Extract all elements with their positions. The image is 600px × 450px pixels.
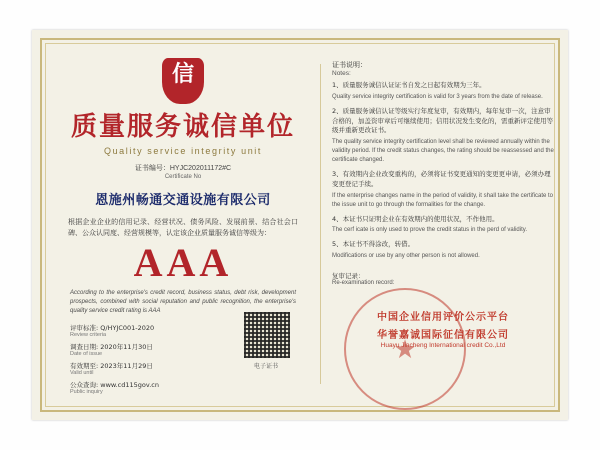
star-icon: ★ <box>393 334 417 364</box>
meta-review-criteria-cn: 评审标准: Q/HYJC001-2020 <box>70 324 155 333</box>
meta-public-inquiry-cn: 公众查询: www.cd115gov.cn <box>70 381 159 390</box>
certificate-number-value: HYJC202011172#C <box>169 165 232 172</box>
meta-issue-date-cn: 调查日期: 2020年11月30日 <box>70 343 153 352</box>
note-item-en: The cerf icate is only used to prove the credit status in the perd of validity. <box>332 227 527 234</box>
company-name: 恩施州畅通交通设施有限公司 <box>95 193 271 208</box>
note-item-en: Quality service integrity certification is valid for 3 years from the date of release. <box>332 93 543 100</box>
certificate-number-label-cn: 证书编号： <box>134 165 170 172</box>
meta-row <box>70 380 312 395</box>
certificate-paper <box>32 30 568 420</box>
meta-valid-until-cn: 有效期至: 2023年11月29日 <box>70 362 153 371</box>
description-en: According to the enterprise's credit record, business status, debt risk, development prospects, combined with social reputation and public recognition, the enterprise's quality service credit rating is AAA <box>70 290 296 314</box>
reexamination-label-en: Re-examination record: <box>332 280 395 286</box>
certificate-right-pane <box>332 60 554 396</box>
meta-review-criteria-en: Review criteria <box>70 332 107 339</box>
platform-name-en: Huayu Jiacheng International credit Co.,Ltd <box>380 342 506 349</box>
credit-grade: AAA <box>133 240 233 286</box>
certificate-number-row <box>54 163 312 173</box>
notes-label-en: Notes: <box>332 70 351 77</box>
meta-issue-date-en: Date of issue <box>70 351 103 358</box>
note-item-cn: 5、本证书不得涂改，转借。 <box>332 240 415 249</box>
note-item-en: The quality service integrity certification level shall be reviewed annually within the validity period. If the credit status changes, the rating should be reassessed and the certificate changed. <box>332 139 554 163</box>
certificate-number-label-en: Certificate No <box>164 174 202 180</box>
platform-name-line2: 华誉嘉诚国际征信有限公司 <box>377 330 509 341</box>
reexamination-label-cn: 复审记录： <box>332 272 365 280</box>
pane-divider <box>320 64 321 384</box>
note-item-en: Modifications or use by any other person is not allowed. <box>332 253 480 259</box>
meta-public-inquiry-en: Public inquiry <box>70 389 103 396</box>
seal-logo-glyph: 信 <box>171 62 194 87</box>
certificate-title-en: Quality service integrity unit <box>103 146 263 156</box>
note-item-cn: 1、质量服务诚信认证证书自发之日起有效期为三年。 <box>332 81 486 89</box>
note-item-en: If the enterprise changes name in the period of validity, it shall take the certificate to the issue unit to go through the formalities for the change. <box>332 192 554 208</box>
certificate-title-cn: 质量服务诚信单位 <box>70 112 295 142</box>
meta-valid-until-en: Valid until <box>70 370 94 377</box>
platform-name-line1: 中国企业信用评价公示平台 <box>377 312 509 323</box>
note-item-cn: 3、有效期内企业改变重构的，必须将证书变更通知的变更更申请，必须办理变更登记手续。 <box>332 170 551 188</box>
note-item-cn: 4、本证书只证明企业在有效期内的使用状况，不作他用。 <box>332 214 499 223</box>
description-cn: 根据企业企业的信用记录、经营状况、债务风险、发展前景、结合社会口碑、公众认同度、经营规模等，认定该企业质量服务诚信等级为： <box>68 218 298 238</box>
note-item-cn: 2、质量服务诚信认证等级实行年度复审，有效期内，每年复审一次，注意审合格的，加盖资审章后可继续使用；信用状况发生变化的，需重新评定使用等级并重新更改证书。 <box>332 106 553 135</box>
qr-code-caption: 电子证书 <box>253 363 278 370</box>
seal-logo-icon <box>162 58 204 104</box>
notes-label-cn: 证书说明： <box>332 61 367 69</box>
official-seal-stamp <box>344 288 466 410</box>
certificate-left-pane <box>54 52 312 398</box>
qr-code[interactable] <box>244 312 290 358</box>
